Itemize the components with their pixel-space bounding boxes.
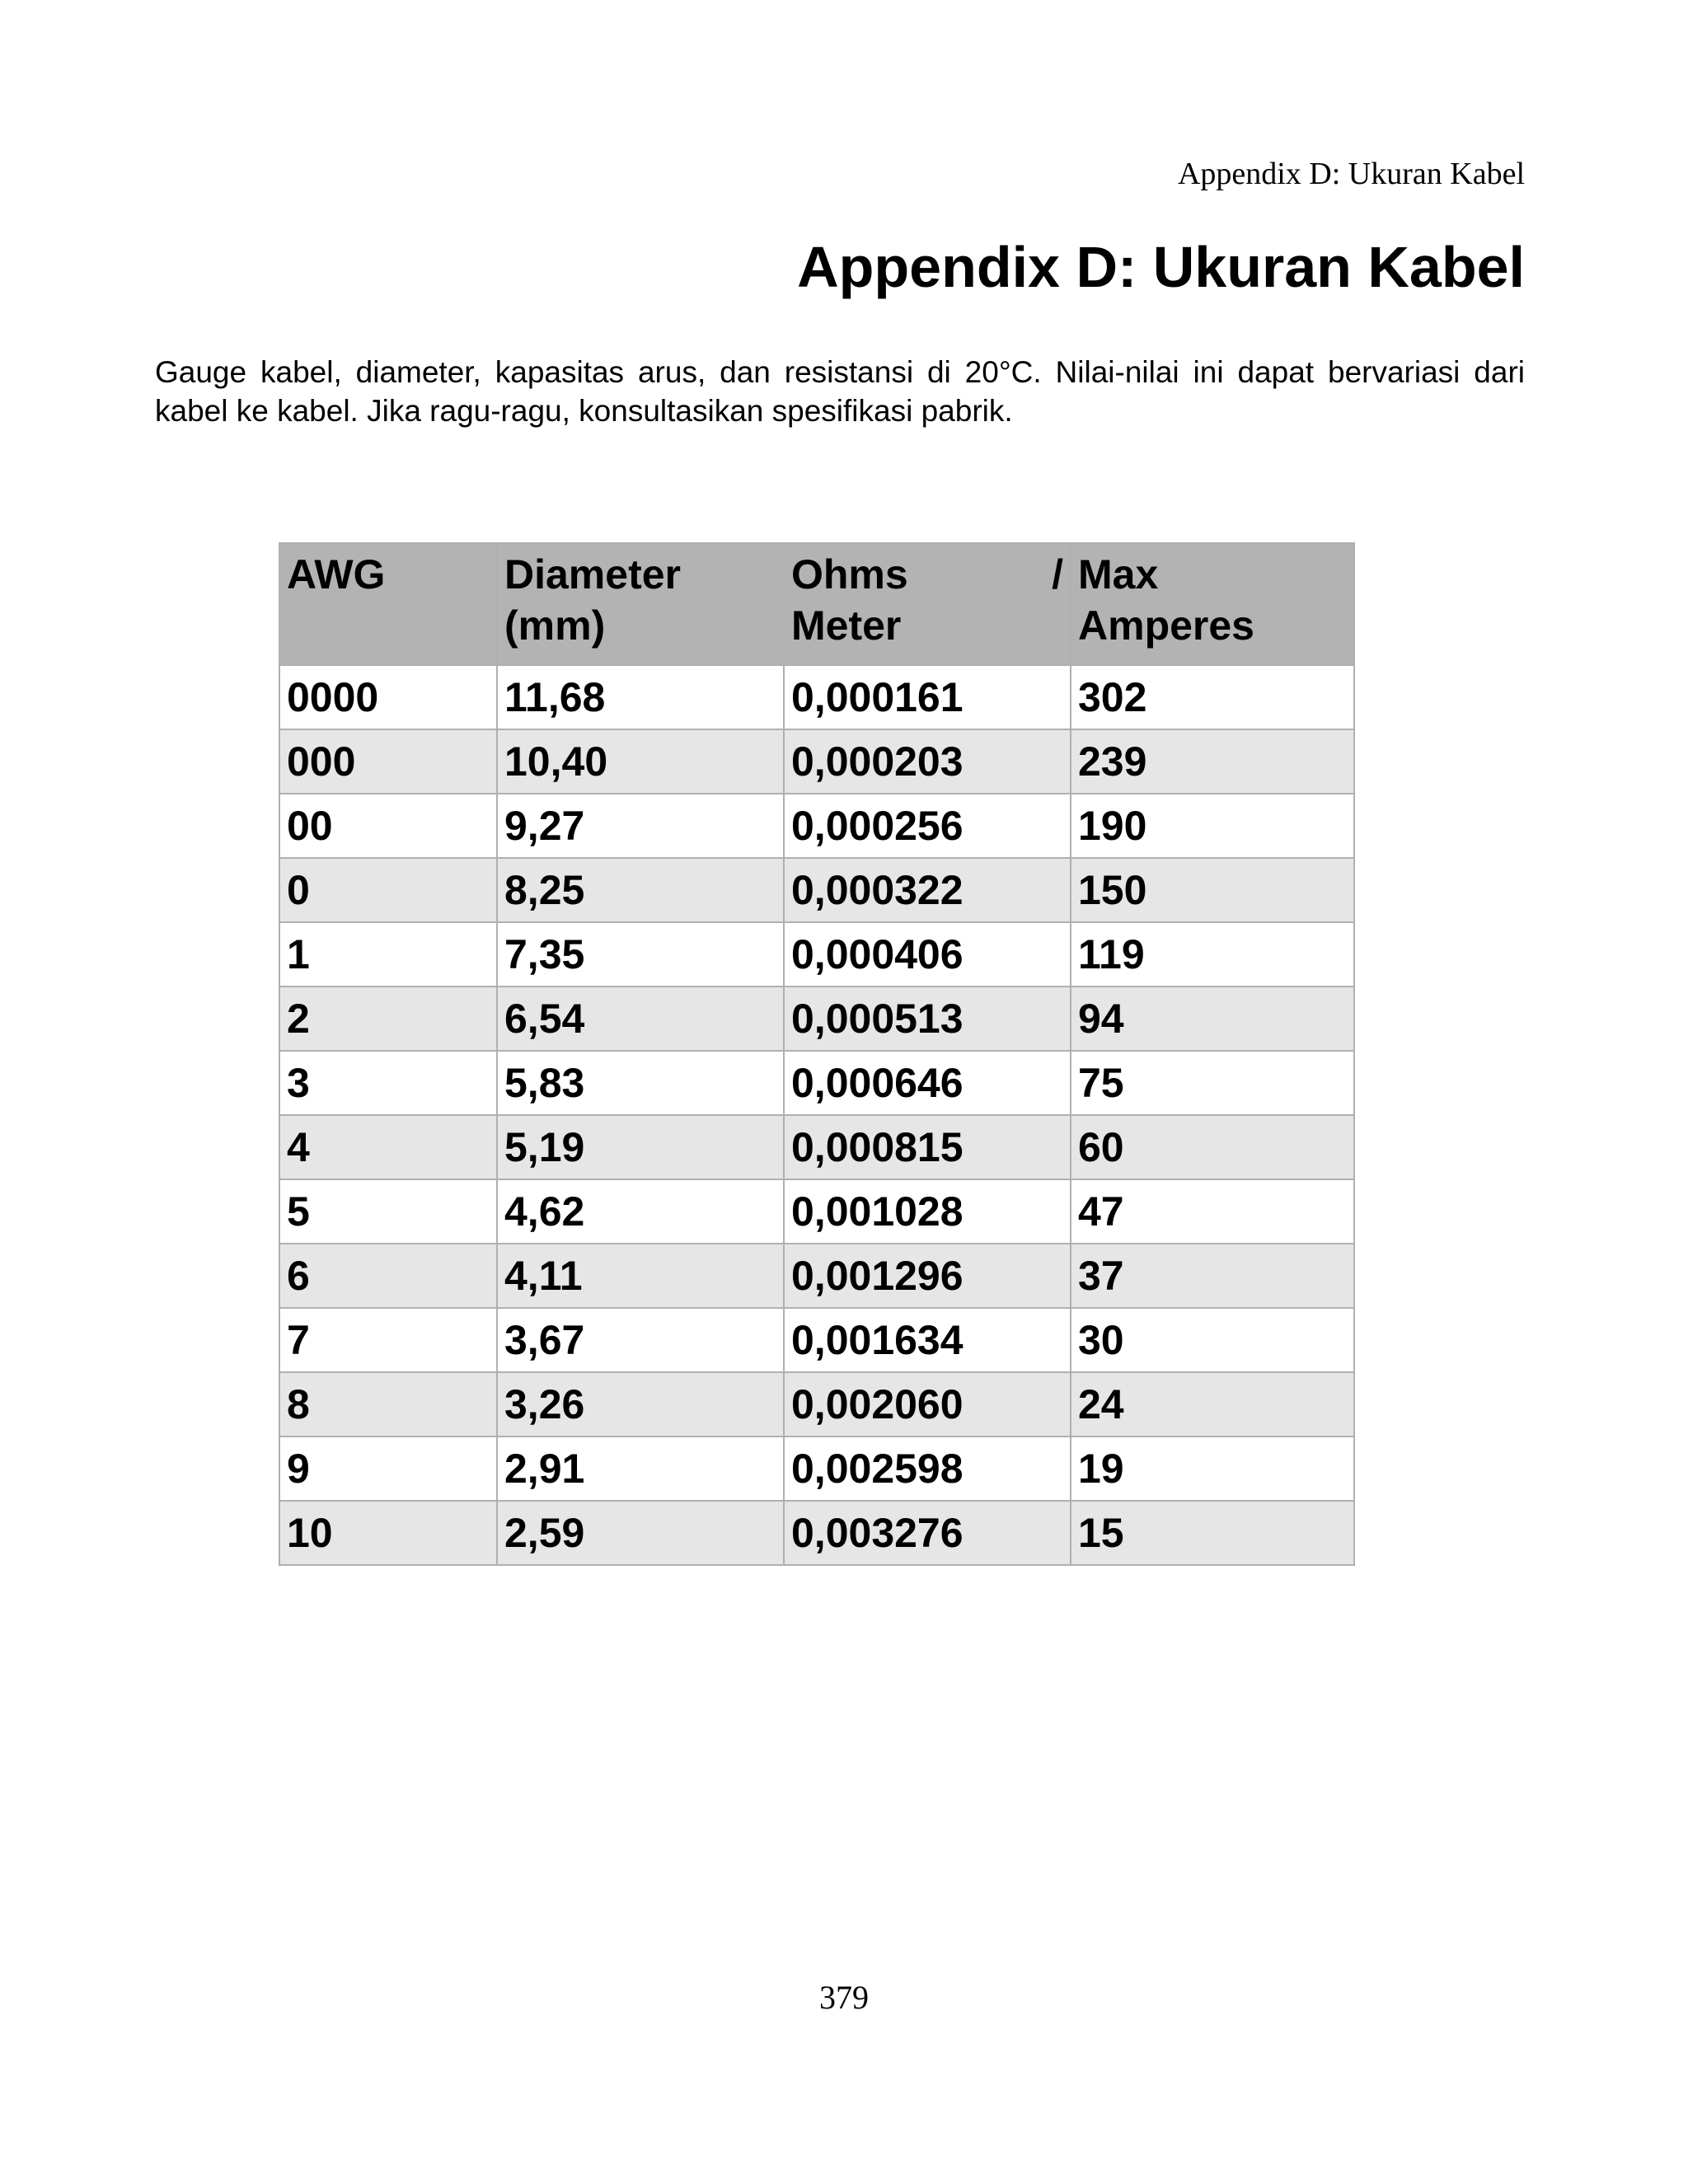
cell-diameter: 8,25 <box>497 858 784 922</box>
table-row <box>279 1179 1354 1244</box>
cell-amps: 60 <box>1071 1115 1354 1179</box>
table-row <box>279 987 1354 1051</box>
running-header: Appendix D: Ukuran Kabel <box>1177 157 1525 191</box>
cell-ohms: 0,000513 <box>784 987 1071 1051</box>
cell-awg: 2 <box>279 987 497 1051</box>
table-row <box>279 1436 1354 1501</box>
cell-ohms: 0,000815 <box>784 1115 1071 1179</box>
cell-ohms: 0,000646 <box>784 1051 1071 1115</box>
cell-amps: 190 <box>1071 794 1354 858</box>
cell-diameter: 10,40 <box>497 729 784 794</box>
cell-ohms: 0,000322 <box>784 858 1071 922</box>
page-number: 379 <box>819 1979 869 2016</box>
table-row <box>279 665 1354 729</box>
cell-diameter: 3,67 <box>497 1308 784 1372</box>
table-row <box>279 1115 1354 1179</box>
cell-diameter: 5,19 <box>497 1115 784 1179</box>
header-amps-line2: Amperes <box>1078 602 1254 649</box>
cell-awg: 4 <box>279 1115 497 1179</box>
cell-awg: 000 <box>279 729 497 794</box>
cell-diameter: 7,35 <box>497 922 784 987</box>
cell-ohms: 0,000406 <box>784 922 1071 987</box>
header-amps <box>1071 543 1354 665</box>
cell-amps: 30 <box>1071 1308 1354 1372</box>
page-title: Appendix D: Ukuran Kabel <box>797 235 1525 299</box>
cell-amps: 24 <box>1071 1372 1354 1436</box>
cell-awg: 5 <box>279 1179 497 1244</box>
cell-ohms: 0,002598 <box>784 1436 1071 1501</box>
cell-diameter: 6,54 <box>497 987 784 1051</box>
table-row <box>279 1501 1354 1565</box>
cell-diameter: 5,83 <box>497 1051 784 1115</box>
cell-awg: 6 <box>279 1244 497 1308</box>
cell-ohms: 0,003276 <box>784 1501 1071 1565</box>
cell-amps: 37 <box>1071 1244 1354 1308</box>
table-row <box>279 1308 1354 1372</box>
cell-amps: 239 <box>1071 729 1354 794</box>
header-diameter <box>497 543 784 665</box>
header-ohms <box>784 543 1071 665</box>
cell-amps: 150 <box>1071 858 1354 922</box>
cell-ohms: 0,001028 <box>784 1179 1071 1244</box>
cell-diameter: 3,26 <box>497 1372 784 1436</box>
cell-awg: 8 <box>279 1372 497 1436</box>
cell-amps: 75 <box>1071 1051 1354 1115</box>
cell-awg: 00 <box>279 794 497 858</box>
header-diameter-line1: Diameter <box>504 551 681 598</box>
header-awg <box>279 543 497 665</box>
cell-diameter: 2,59 <box>497 1501 784 1565</box>
cell-ohms: 0,001634 <box>784 1308 1071 1372</box>
cell-awg: 7 <box>279 1308 497 1372</box>
table-header-row <box>279 543 1354 665</box>
cell-amps: 119 <box>1071 922 1354 987</box>
cell-awg: 0 <box>279 858 497 922</box>
cell-awg: 3 <box>279 1051 497 1115</box>
table-row <box>279 1372 1354 1436</box>
header-awg-label: AWG <box>287 551 386 598</box>
table-row <box>279 1051 1354 1115</box>
cell-amps: 302 <box>1071 665 1354 729</box>
cell-diameter: 9,27 <box>497 794 784 858</box>
table-row <box>279 794 1354 858</box>
cell-ohms: 0,000161 <box>784 665 1071 729</box>
wire-gauge-table <box>279 542 1355 1566</box>
cell-awg: 9 <box>279 1436 497 1501</box>
table-row <box>279 858 1354 922</box>
cell-amps: 94 <box>1071 987 1354 1051</box>
cell-amps: 47 <box>1071 1179 1354 1244</box>
cell-awg: 10 <box>279 1501 497 1565</box>
header-ohms-slash: / <box>1052 551 1063 598</box>
header-amps-line1: Max <box>1078 551 1159 598</box>
table-row <box>279 922 1354 987</box>
cell-ohms: 0,000256 <box>784 794 1071 858</box>
cell-ohms: 0,001296 <box>784 1244 1071 1308</box>
cell-diameter: 11,68 <box>497 665 784 729</box>
table-row <box>279 1244 1354 1308</box>
header-diameter-line2: (mm) <box>504 602 606 649</box>
cell-ohms: 0,002060 <box>784 1372 1071 1436</box>
cell-diameter: 4,62 <box>497 1179 784 1244</box>
cell-diameter: 4,11 <box>497 1244 784 1308</box>
cell-awg: 1 <box>279 922 497 987</box>
header-ohms-line2: Meter <box>791 602 902 649</box>
cell-diameter: 2,91 <box>497 1436 784 1501</box>
cell-amps: 19 <box>1071 1436 1354 1501</box>
cell-ohms: 0,000203 <box>784 729 1071 794</box>
table-row <box>279 729 1354 794</box>
cell-amps: 15 <box>1071 1501 1354 1565</box>
header-ohms-line1: Ohms <box>791 551 908 598</box>
cell-awg: 0000 <box>279 665 497 729</box>
intro-paragraph: Gauge kabel, diameter, kapasitas arus, dan resistansi di 20°C. Nilai-nilai ini dapat bervariasi dari kabel ke kabel. Jika ragu-ragu, konsultasikan spesifikasi pabrik. <box>155 355 1525 428</box>
